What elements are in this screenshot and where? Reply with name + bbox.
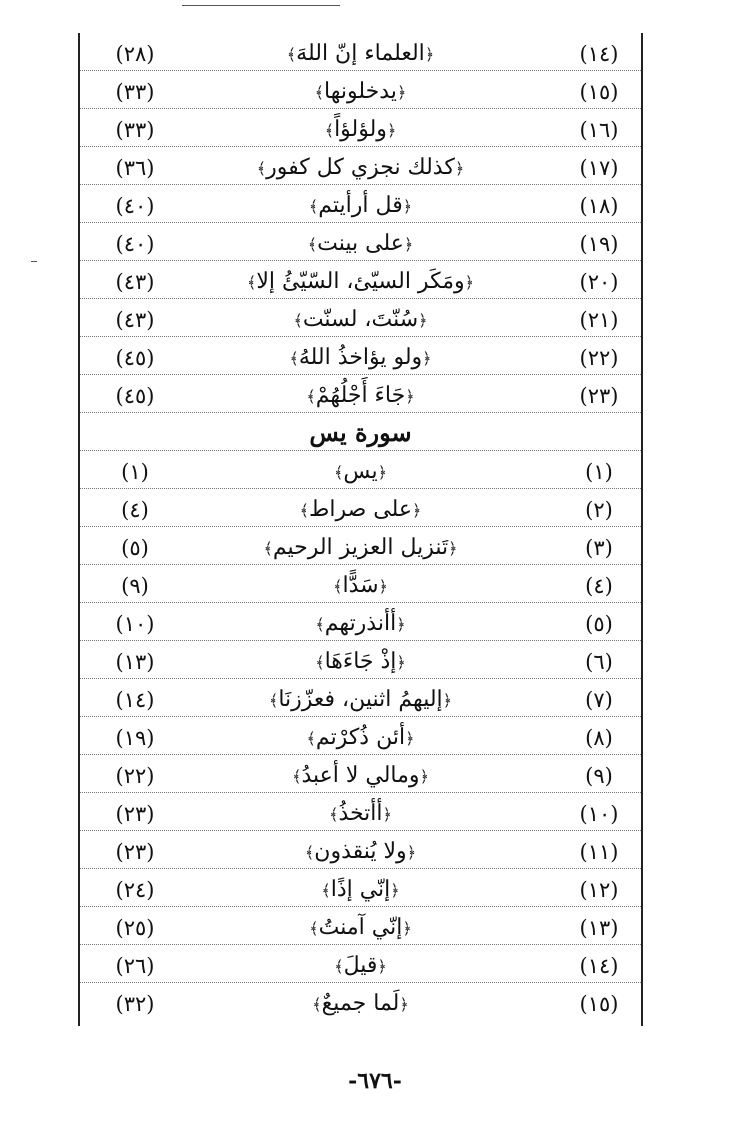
quoted-word <box>160 337 561 375</box>
page-reference: (٥) <box>121 536 149 560</box>
verse-number: (١٦) <box>579 118 619 142</box>
ornament-bracket-icon: ﴾ <box>256 159 267 178</box>
quoted-word <box>160 375 561 413</box>
verse-number: (١٥) <box>579 80 619 104</box>
quoted-word <box>160 33 561 71</box>
page-reference: (١٣) <box>115 650 155 674</box>
page-reference: (٤٣) <box>115 270 155 294</box>
ornament-bracket-icon: ﴾ <box>289 349 299 368</box>
table-row <box>80 71 641 109</box>
ornament-bracket-icon: ﴾ <box>321 881 331 900</box>
ornament-bracket-icon: ﴾ <box>324 121 335 140</box>
ornament-bracket-icon: ﴿ <box>378 577 388 596</box>
quoted-word <box>160 793 561 831</box>
page-reference: (٢٥) <box>115 916 155 940</box>
page-reference: (٢٤) <box>115 878 155 902</box>
ornament-bracket-icon: ﴿ <box>386 121 397 140</box>
table-row <box>80 223 641 261</box>
table-row <box>80 869 641 907</box>
verse-number: (٢٢) <box>579 346 619 370</box>
quoted-word-text: العلماء إنّ اللهَ <box>296 41 425 66</box>
page-reference: (٤٣) <box>115 308 155 332</box>
quoted-word <box>160 223 561 261</box>
ornament-bracket-icon: ﴾ <box>292 767 302 786</box>
quoted-word <box>160 185 561 223</box>
quoted-word <box>160 261 561 299</box>
index-table <box>78 33 643 1026</box>
verse-number: (٣) <box>585 536 613 560</box>
ornament-bracket-icon: ﴾ <box>306 387 316 406</box>
table-row <box>80 451 641 489</box>
quoted-word-text: سَدًّا <box>342 573 379 598</box>
table-row <box>80 755 641 793</box>
quoted-word <box>160 945 561 983</box>
top-rule <box>182 5 340 6</box>
ornament-bracket-icon: ﴾ <box>315 615 325 634</box>
page-reference: (٢٢) <box>115 764 155 788</box>
ornament-bracket-icon: ﴿ <box>377 957 387 976</box>
ornament-bracket-icon: ﴾ <box>286 45 297 64</box>
ornament-bracket-icon: ﴾ <box>315 653 325 672</box>
quoted-word <box>160 907 561 945</box>
ornament-bracket-icon: ﴾ <box>268 691 279 710</box>
ornament-bracket-icon: ﴿ <box>382 805 392 824</box>
ornament-bracket-icon: ﴾ <box>246 273 257 292</box>
ornament-bracket-icon: ﴾ <box>299 501 309 520</box>
ornament-bracket-icon: ﴿ <box>396 83 407 102</box>
quoted-word <box>160 831 561 869</box>
verse-number: (١١) <box>579 840 619 864</box>
section-heading: سورة يس <box>309 418 412 447</box>
quoted-word <box>160 299 561 337</box>
quoted-word <box>160 983 561 1021</box>
quoted-word <box>160 71 561 109</box>
table-row <box>80 831 641 869</box>
table-row <box>80 945 641 983</box>
verse-number: (٥) <box>585 612 613 636</box>
quoted-word <box>160 109 561 147</box>
ornament-bracket-icon: ﴾ <box>263 539 273 558</box>
verse-number: (١٨) <box>579 194 619 218</box>
table-row <box>80 641 641 679</box>
table-row <box>80 375 641 413</box>
table-row <box>80 109 641 147</box>
quoted-word <box>160 527 561 565</box>
page-reference: (٣٣) <box>115 118 155 142</box>
quoted-word-text: على بينت <box>317 231 404 256</box>
quoted-word-text: تَنزيل العزيز الرحيم <box>272 535 449 560</box>
page-reference: (٣٦) <box>115 156 155 180</box>
table-row <box>80 603 641 641</box>
verse-number: (٨) <box>585 726 613 750</box>
table-row <box>80 337 641 375</box>
verse-number: (١٧) <box>579 156 619 180</box>
ornament-bracket-icon: ﴾ <box>308 197 319 216</box>
page-reference: (٤٥) <box>115 346 155 370</box>
ornament-bracket-icon: ﴾ <box>329 805 339 824</box>
ornament-bracket-icon: ﴿ <box>396 615 406 634</box>
verse-number: (٢) <box>585 498 613 522</box>
quoted-word-text: إنّي آمنتُ <box>318 915 403 940</box>
table-row <box>80 717 641 755</box>
verse-number: (٢١) <box>579 308 619 332</box>
page-reference: (٣٣) <box>115 80 155 104</box>
quoted-word-text: كذلك نجزي كل كفور <box>266 155 455 180</box>
page-reference: (٣٢) <box>115 992 155 1016</box>
quoted-word-text: سُنّتَ، لسنّت <box>302 307 419 332</box>
ornament-bracket-icon: ﴿ <box>418 311 428 330</box>
ornament-bracket-icon: ﴿ <box>402 919 412 938</box>
verse-number: (١٥) <box>579 992 619 1016</box>
ornament-bracket-icon: ﴾ <box>312 995 322 1014</box>
quoted-word-text: قيلَ <box>343 953 378 978</box>
ornament-bracket-icon: ﴾ <box>309 919 319 938</box>
page-number: -٦٧٦- <box>348 1068 402 1094</box>
quoted-word <box>160 869 561 907</box>
verse-number: (١٩) <box>579 232 619 256</box>
page-reference: (١) <box>121 460 149 484</box>
verse-number: (١٤) <box>579 42 619 66</box>
ornament-bracket-icon: ﴾ <box>304 843 315 862</box>
quoted-word-text: على صراط <box>308 497 413 522</box>
table-row <box>80 983 641 1021</box>
ornament-bracket-icon: ﴾ <box>333 577 343 596</box>
quoted-word-text: ومالي لا أعبدُ <box>301 763 420 788</box>
ornament-bracket-icon: ﴾ <box>334 957 344 976</box>
quoted-word-text: إنّي إذًا <box>330 877 391 902</box>
ornament-bracket-icon: ﴿ <box>405 729 415 748</box>
table-row <box>80 679 641 717</box>
ornament-bracket-icon: ﴿ <box>419 767 429 786</box>
quoted-word-text: يس <box>343 459 378 484</box>
page-reference: (٤) <box>121 498 149 522</box>
section-heading-row <box>80 413 641 451</box>
quoted-word-text: يدخلونها <box>324 79 397 104</box>
verse-number: (٧) <box>585 688 613 712</box>
verse-number: (٤) <box>585 574 613 598</box>
page-reference: (٢٣) <box>115 840 155 864</box>
table-row <box>80 793 641 831</box>
ornament-bracket-icon: ﴿ <box>454 159 465 178</box>
ornament-bracket-icon: ﴾ <box>306 729 316 748</box>
verse-number: (٦) <box>585 650 613 674</box>
verse-number: (٢٣) <box>579 384 619 408</box>
ornament-bracket-icon: ﴿ <box>448 539 458 558</box>
ornament-bracket-icon: ﴿ <box>390 881 400 900</box>
ornament-bracket-icon: ﴿ <box>402 197 413 216</box>
table-row <box>80 527 641 565</box>
quoted-word <box>160 717 561 755</box>
table-row <box>80 33 641 71</box>
quoted-word-text: أأتخذُ <box>338 801 383 826</box>
ornament-bracket-icon: ﴿ <box>377 463 387 482</box>
ornament-bracket-icon: ﴿ <box>442 691 453 710</box>
ornament-bracket-icon: ﴿ <box>406 843 417 862</box>
quoted-word-text: أئن ذُكرْتم <box>315 725 406 750</box>
quoted-word <box>160 679 561 717</box>
table-row <box>80 489 641 527</box>
page-reference: (٢٣) <box>115 802 155 826</box>
ornament-bracket-icon: ﴿ <box>403 235 414 254</box>
quoted-word-text: إليهمُ اثنين، فعزّزنَا <box>278 687 443 712</box>
table-row <box>80 185 641 223</box>
quoted-word-text: ومَكَر السيّئ، السّيّئُ إلا <box>256 269 465 294</box>
quoted-word-text: ولو يؤاخذُ اللهُ <box>298 345 423 370</box>
table-row <box>80 147 641 185</box>
ornament-bracket-icon: ﴾ <box>293 311 303 330</box>
quoted-word-text: ولا يُنقذون <box>314 839 407 864</box>
ornament-bracket-icon: ﴿ <box>405 387 415 406</box>
quoted-word-text: أأنذرتهم <box>324 611 397 636</box>
verse-number: (٩) <box>585 764 613 788</box>
quoted-word <box>160 451 561 489</box>
quoted-word <box>160 755 561 793</box>
table-row <box>80 261 641 299</box>
page-reference: (٢٦) <box>115 954 155 978</box>
ornament-bracket-icon: ﴾ <box>334 463 344 482</box>
quoted-word <box>160 565 561 603</box>
page-reference: (١٤) <box>115 688 155 712</box>
page-reference: (٤٠) <box>115 194 155 218</box>
quoted-word-text: جَاءَ أَجْلُهُمْ <box>315 383 406 408</box>
page-reference: (٤٥) <box>115 384 155 408</box>
quoted-word <box>160 641 561 679</box>
verse-number: (٢٠) <box>579 270 619 294</box>
verse-number: (١) <box>585 460 613 484</box>
table-row <box>80 299 641 337</box>
page-reference: (٢٨) <box>115 42 155 66</box>
quoted-word <box>160 489 561 527</box>
ornament-bracket-icon: ﴾ <box>307 235 318 254</box>
quoted-word-text: قل أرأيتم <box>318 193 403 218</box>
page-reference: (١٠) <box>115 612 155 636</box>
page-reference: (١٩) <box>115 726 155 750</box>
quoted-word <box>160 603 561 641</box>
table-row <box>80 565 641 603</box>
ornament-bracket-icon: ﴿ <box>396 653 406 672</box>
verse-number: (١٤) <box>579 954 619 978</box>
page-reference: (٤٠) <box>115 232 155 256</box>
page-reference: (٩) <box>121 574 149 598</box>
ornament-bracket-icon: ﴾ <box>314 83 325 102</box>
ornament-bracket-icon: ﴿ <box>422 349 432 368</box>
ornament-bracket-icon: ﴿ <box>424 45 435 64</box>
quoted-word-text: ولؤلؤاً <box>334 117 387 142</box>
table-body <box>80 33 641 1021</box>
quoted-word <box>160 147 561 185</box>
verse-number: (١٠) <box>579 802 619 826</box>
table-row <box>80 907 641 945</box>
quoted-word-text: لَما جميعٌ <box>321 991 400 1016</box>
ornament-bracket-icon: ﴿ <box>399 995 409 1014</box>
ornament-bracket-icon: ﴿ <box>412 501 422 520</box>
quoted-word-text: إذْ جَاءَهَا <box>324 649 397 674</box>
stray-mark <box>31 261 37 262</box>
ornament-bracket-icon: ﴿ <box>464 273 475 292</box>
verse-number: (١٢) <box>579 878 619 902</box>
verse-number: (١٣) <box>579 916 619 940</box>
